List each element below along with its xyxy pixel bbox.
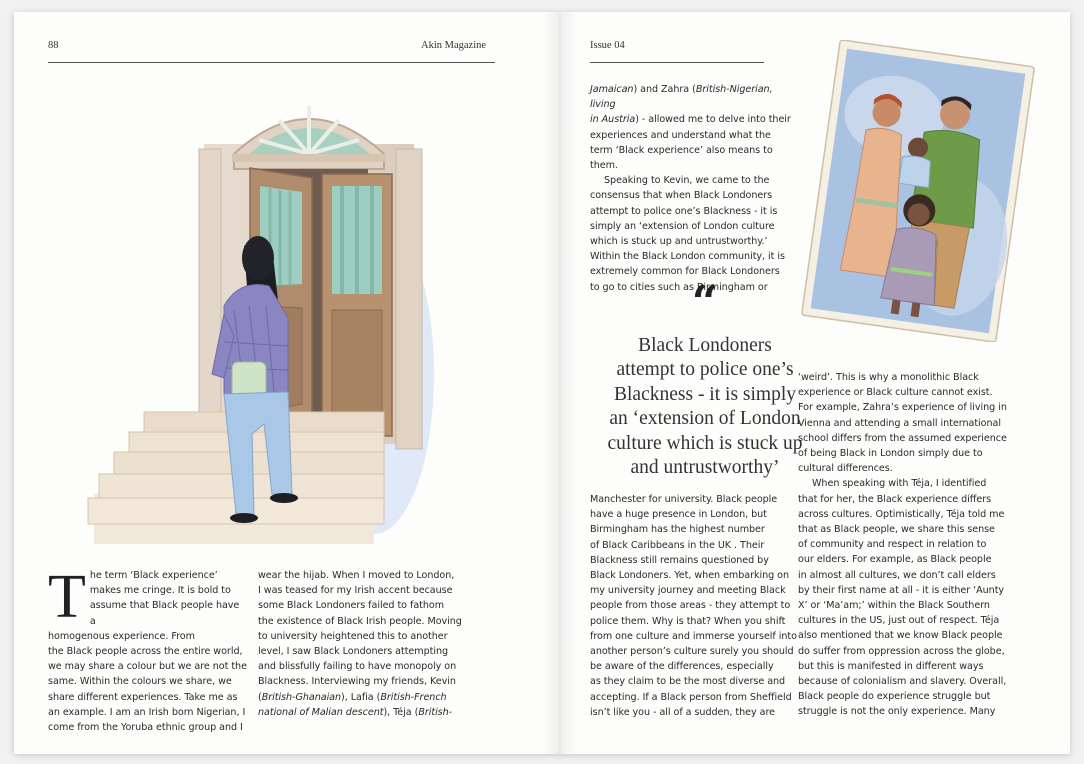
text-line <box>590 82 800 112</box>
text-line: Vienna and attending a small international <box>798 417 1001 429</box>
text-fragment: ), Téja ( <box>383 706 419 718</box>
italic-fragment: British-Nigerian, living <box>590 84 773 111</box>
text-line: and blissfully failing to have monopoly on <box>258 661 457 673</box>
text-line: that for her, the Black experience differs <box>798 493 992 505</box>
text-line: of community and respect in relation to <box>798 539 987 551</box>
issue-label: Issue 04 <box>590 40 625 51</box>
text-line: Black people do experience struggle but <box>798 691 991 703</box>
magazine-spread <box>14 12 1070 754</box>
text-line: Blackness. Interviewing my friends, Kevin <box>258 676 456 688</box>
text-line: as they claim to be the most diverse and <box>590 676 786 688</box>
pull-quote-line: attempt to police one’s <box>616 359 794 381</box>
text-line: isn’t like you - all of a sudden, they are <box>590 706 776 718</box>
text-fragment: ), Lafia ( <box>341 691 381 703</box>
text-line: people from those areas - they attempt to <box>590 600 791 612</box>
text-line: Birmingham has the highest number <box>590 524 765 536</box>
text-line: the existence of Black Irish people. Moving <box>258 615 462 627</box>
italic-fragment: national of Malian descent <box>258 706 384 718</box>
magazine-name: Akin Magazine <box>421 40 487 51</box>
text-line: makes me cringe. It is bold to <box>89 585 231 597</box>
text-line: my university journey and meeting Black <box>590 585 786 597</box>
italic-fragment: in Austria <box>590 114 636 126</box>
text-line: by their first name at all - it is either ‘Aunty <box>798 584 1005 596</box>
text-line: another person’s culture surely you should <box>590 646 794 658</box>
pull-quote-line: Blackness - it is simply <box>614 383 796 405</box>
pull-quote-line: Black Londoners <box>638 335 772 356</box>
text-line: X’ or ‘Ma’am;’ within the Black Southern <box>798 600 990 612</box>
text-line: be aware of the differences, especially <box>590 661 774 673</box>
text-line: the Black people across the entire world, <box>48 646 243 658</box>
text-line: Within the Black London community, it is <box>590 251 785 263</box>
pull-quote-line: an ‘extension of London <box>609 408 801 430</box>
text-line: school differs from the assumed experience <box>798 432 1007 444</box>
text-line: to university heightened this to another <box>258 630 448 642</box>
quote-mark-icon: “ <box>691 275 719 329</box>
italic-fragment: British-French <box>380 691 447 703</box>
header-rule-right <box>590 62 764 63</box>
text-line: For example, Zahra’s experience of living in <box>798 402 1007 414</box>
text-line: attempt to police one’s Blackness - it is <box>590 205 778 217</box>
text-line: Manchester for university. Black people <box>590 494 778 505</box>
pull-quote-line: culture which is stuck up <box>607 432 803 454</box>
left-column-1 <box>48 563 248 735</box>
text-line: also mentioned that we know Black people <box>798 630 1003 642</box>
text-line: same. Within the colours we share, we <box>48 676 232 688</box>
text-line <box>258 690 472 705</box>
text-line: which is stuck up and untrustworthy.’ <box>590 236 768 248</box>
text-line: of Black Caribbeans in the UK . Their <box>590 539 765 551</box>
text-line: cultures in the US, just out of respect. Téja <box>798 615 1000 627</box>
text-line: When speaking with Téja, I identified <box>812 478 987 490</box>
text-line: Blackness still remains questioned by <box>590 554 769 566</box>
text-line: struggle is not the only experience. Many <box>798 706 996 718</box>
text-line: come from the Yoruba ethnic group and I <box>48 722 243 734</box>
right-column-2 <box>798 370 1018 720</box>
right-column-1-bottom <box>590 492 802 720</box>
text-line: our elders. For example, as Black people <box>798 554 992 566</box>
doorway-illustration <box>74 74 454 544</box>
text-line: but this is manifested in different ways <box>798 660 984 672</box>
italic-fragment: Jamaican <box>590 84 634 95</box>
drop-cap: T <box>48 563 86 631</box>
text-line: of being Black in London simply due to <box>798 448 983 460</box>
text-fragment: ) - allowed me to delve into their <box>635 114 791 126</box>
text-line: have a huge presence in London, but <box>590 509 767 521</box>
left-column-2 <box>258 568 472 720</box>
text-fragment: ) and Zahra ( <box>633 84 696 95</box>
text-line: share different experiences. Take me as <box>48 691 238 703</box>
text-line: we may share a colour but we are not the <box>48 661 247 673</box>
page-number: 88 <box>48 40 59 51</box>
text-line: an example. I am an Irish born Nigerian, I <box>48 706 246 718</box>
text-line: extremely common for Black Londoners <box>590 266 780 278</box>
text-line: I was teased for my Irish accent because <box>258 585 453 597</box>
text-line: to go to cities such as Birmingham or <box>590 281 768 293</box>
text-line: from one culture and immerse yourself into <box>590 630 797 642</box>
text-line: accepting. If a Black person from Sheffield <box>590 691 792 703</box>
header-rule-left <box>48 62 495 63</box>
text-line: police them. Why is that? When you shift <box>590 615 786 627</box>
right-column-1-top <box>590 82 800 295</box>
text-line: ‘weird’. This is why a monolithic Black <box>798 372 979 383</box>
text-line: Speaking to Kevin, we came to the <box>604 175 770 187</box>
pull-quote <box>596 334 814 480</box>
text-line: cultural differences. <box>798 463 893 475</box>
text-fragment: ( <box>258 691 262 703</box>
italic-fragment: British-Ghanaian <box>261 691 342 703</box>
pull-quote-line: and untrustworthy’ <box>630 457 780 479</box>
text-line: level, I saw Black Londoners attempting <box>258 646 449 658</box>
text-line: because of colonialism and slavery. Overall, <box>798 676 1007 688</box>
text-line: some Black Londoners failed to fathom <box>258 600 445 612</box>
family-photo-illustration <box>794 40 1042 342</box>
text-line: simply an ‘extension of London culture <box>590 220 775 232</box>
text-line <box>590 112 800 127</box>
text-line: do suffer from oppression across the globe, <box>798 645 1005 657</box>
text-line: he term ‘Black experience’ <box>89 570 218 581</box>
text-line: term ‘Black experience’ also means to them. <box>590 144 773 172</box>
text-line: experiences and understand what the <box>590 129 771 141</box>
text-line: consensus that when Black Londoners <box>590 190 773 202</box>
text-line: homogenous experience. From <box>48 630 195 642</box>
italic-fragment: British- <box>418 706 453 718</box>
text-line <box>258 705 472 720</box>
text-line: that as Black people, we share this sense <box>798 524 995 536</box>
text-line: wear the hijab. When I moved to London, <box>258 570 455 581</box>
page-gutter <box>542 12 578 754</box>
text-line: in almost all cultures, we don’t call elders <box>798 569 996 581</box>
text-line: Black Londoners. Yet, when embarking on <box>590 570 790 582</box>
text-line: assume that Black people have a <box>89 600 240 627</box>
text-line: experience or Black culture cannot exist. <box>798 387 993 399</box>
text-line: across cultures. Optimistically, Téja told me <box>798 508 1005 520</box>
